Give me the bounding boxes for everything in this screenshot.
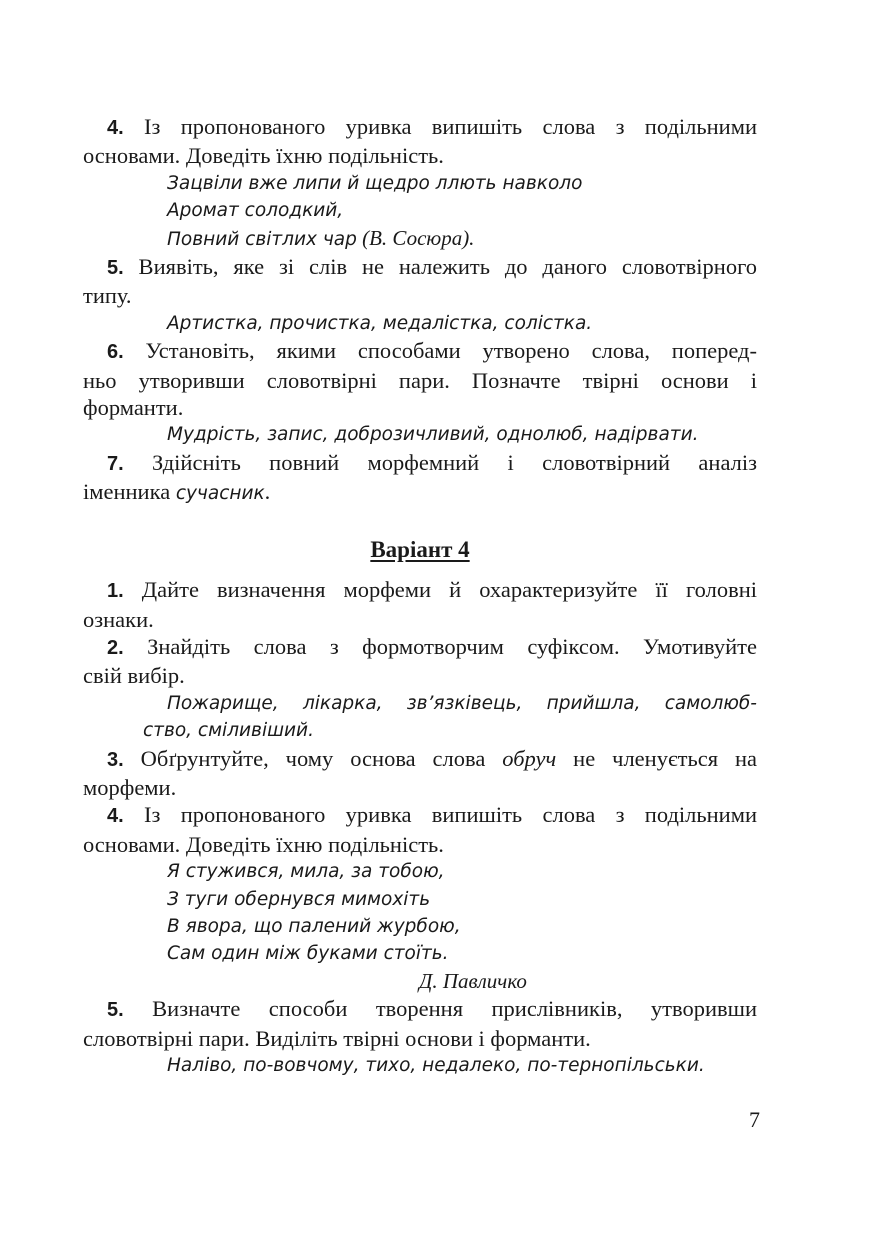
example-words: Наліво, по-вовчому, тихо, недалеко, по-тернопільськи. xyxy=(167,1055,705,1076)
task-6-prev: 6. Установіть, якими способами утворено слова, поперед- ньо утворивши словотвірні пари. Позначте твірні основи і форманти. xyxy=(83,338,757,421)
keyword: обруч xyxy=(502,745,557,771)
task-number: 3. xyxy=(107,748,124,771)
poem-sosiura: Зацвіли вже липи й щедро ллють навколо Аромат солодкий, Повний світлих чар (В. Сосюра). xyxy=(167,172,583,250)
task-4: 4. Із пропонованого уривка випишіть слова з подільними основами. Доведіть їхню подільність. xyxy=(83,802,757,857)
task-number: 2. xyxy=(107,636,124,659)
task-5-prev: 5. Виявіть, яке зі слів не належить до даного словотвірного типу. xyxy=(83,254,757,309)
task-number: 6. xyxy=(107,341,124,364)
task-number: 4. xyxy=(107,117,124,139)
poem-source: (В. Сосюра). xyxy=(356,225,475,250)
task-1: 1. Дайте визначення морфеми й охарактеризуйте її головні ознаки. xyxy=(83,577,757,632)
task-number: 7. xyxy=(107,452,124,475)
task-number: 1. xyxy=(107,580,124,603)
task-4-prev: 4. Із пропонованого уривка випишіть слова з подільними основами. Доведіть їхню подільність. xyxy=(83,114,757,169)
example-words: Мудрість, запис, доброзичливий, однолюб, надірвати. xyxy=(167,424,699,446)
example-words: Пожарище, лікарка, зв’язківець, прийшла, самолюб- ство, сміливіший. xyxy=(143,692,757,742)
task-3: 3. Обґрунтуйте, чому основа слова обруч не членується на морфеми. xyxy=(83,745,757,800)
page-content xyxy=(83,113,757,1079)
task-2: 2. Знайдіть слова з формотворчим суфіксом. Умотивуйте свій вибір. xyxy=(83,633,757,689)
keyword: сучасник xyxy=(175,483,265,505)
task-7-prev: 7. Здійсніть повний морфемний і словотвірний аналіз іменника сучасник. xyxy=(83,449,757,505)
task-number: 5. xyxy=(107,257,124,280)
page-number: 7 xyxy=(749,1107,760,1132)
task-5: 5. Визначте способи творення прислівників, утворивши словотвірні пари. Виділіть твірні основи і форманти. xyxy=(83,996,757,1051)
task-number: 4. xyxy=(107,805,124,828)
task-number: 5. xyxy=(107,999,124,1022)
variant-heading: Варіант 4 xyxy=(370,536,470,562)
poem-pavlychko: Я стужився, мила, за тобою, З туги обернувся мимохіть В явора, що палений журбою, Сам один між буками стоїть. xyxy=(167,861,461,965)
poem-author: Д. Павличко xyxy=(419,968,527,993)
example-words: Артистка, прочистка, медалістка, солістка. xyxy=(167,312,593,334)
